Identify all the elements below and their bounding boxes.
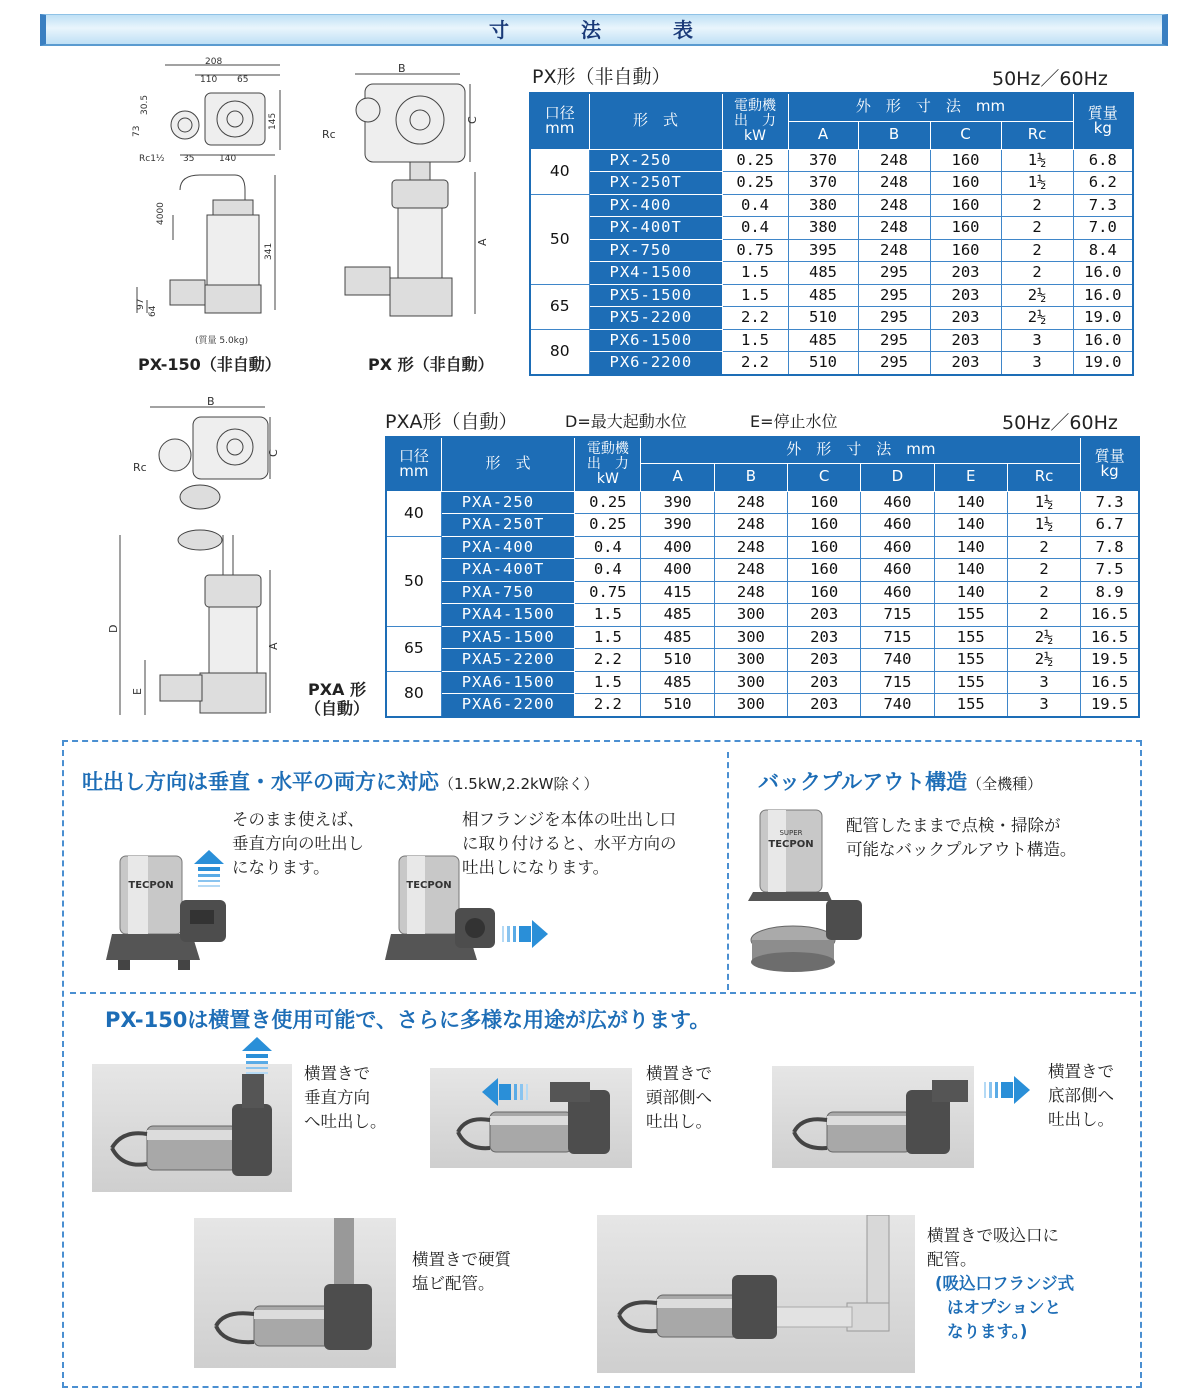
col-header-b: B [714, 463, 787, 491]
brand-label: TECPON [406, 880, 452, 891]
pump-horizontal-illustration [772, 1066, 974, 1168]
col-header-dims: 外 形 寸 法 mm [641, 437, 1081, 463]
value-cell: 160 [788, 581, 861, 604]
value-cell: 2.2 [722, 307, 788, 330]
bore-cell: 65 [530, 284, 589, 329]
value-cell: 140 [934, 514, 1007, 537]
value-cell: 203 [788, 604, 861, 627]
value-cell: 6.2 [1073, 172, 1133, 195]
dim-text: 145 [268, 112, 278, 130]
col-header-e: E [934, 463, 1007, 491]
value-cell: 2.2 [575, 694, 641, 717]
pxa-caption: PXA 形 （自動） [305, 680, 370, 718]
value-cell: 1.5 [575, 671, 641, 694]
value-cell: 203 [930, 284, 1001, 307]
backpull-text: 配管したままで点検・掃除が 可能なバックプルアウト構造。 [846, 816, 1077, 859]
value-cell: 370 [788, 172, 858, 195]
value-cell: 0.25 [722, 172, 788, 195]
dim-text: B [398, 62, 406, 75]
value-cell: 2½ [1007, 626, 1080, 649]
value-cell: 7.3 [1073, 194, 1133, 217]
table-row [386, 694, 1139, 717]
dim-text: Rc [322, 128, 336, 141]
brand-label: TECPON [768, 839, 814, 850]
value-cell: 485 [788, 284, 858, 307]
table-row [530, 149, 1133, 172]
px150-caption: PX-150（非自動） [138, 355, 281, 374]
value-cell: 2½ [1007, 649, 1080, 672]
table-row [386, 514, 1139, 537]
model-cell: PXA5-1500 [441, 626, 575, 649]
col-header-dims: 外 形 寸 法 mm [788, 93, 1073, 121]
value-cell: 295 [858, 262, 930, 285]
value-cell: 248 [714, 536, 787, 559]
value-cell: 380 [788, 217, 858, 240]
dim-text: D [107, 624, 120, 633]
value-cell: 248 [858, 217, 930, 240]
model-cell: PX-400 [589, 194, 722, 217]
value-cell: 1½ [1001, 149, 1073, 172]
model-cell: PX-750 [589, 239, 722, 262]
model-cell: PXA5-2200 [441, 649, 575, 672]
dim-text: 64 [148, 305, 158, 317]
value-cell: 16.5 [1081, 671, 1139, 694]
value-cell: 155 [934, 649, 1007, 672]
value-cell: 2½ [1001, 307, 1073, 330]
table-row [386, 559, 1139, 582]
value-cell: 19.0 [1073, 307, 1133, 330]
dim-text: Rc [133, 461, 147, 474]
model-cell: PX6-1500 [589, 329, 722, 352]
value-cell: 390 [641, 514, 714, 537]
value-cell: 740 [861, 694, 934, 717]
value-cell: 715 [861, 671, 934, 694]
value-cell: 510 [788, 307, 858, 330]
bore-cell: 40 [386, 491, 441, 536]
value-cell: 1½ [1007, 491, 1080, 514]
px-table-freq: 50Hz／60Hz [992, 68, 1108, 90]
value-cell: 2 [1007, 536, 1080, 559]
value-cell: 203 [930, 307, 1001, 330]
table-row [530, 217, 1133, 240]
value-cell: 0.25 [575, 514, 641, 537]
col-header-motor: 電動機 出 力 kW [575, 437, 641, 491]
value-cell: 203 [788, 626, 861, 649]
value-cell: 203 [788, 649, 861, 672]
value-cell: 19.0 [1073, 352, 1133, 375]
arrow-left-icon [480, 1078, 530, 1106]
discharge-text-horizontal: 相フランジを本体の吐出し口 に取り付けると、水平方向の 吐出しになります。 [462, 810, 677, 877]
col-header-rc: Rc [1001, 121, 1073, 149]
pump-horizontal-illustration [430, 1068, 632, 1168]
value-cell: 400 [641, 559, 714, 582]
model-cell: PXA-400 [441, 536, 575, 559]
col-header-mass: 質量 kg [1073, 93, 1133, 149]
col-header-d: D [861, 463, 934, 491]
value-cell: 3 [1001, 352, 1073, 375]
col-header-b: B [858, 121, 930, 149]
value-cell: 6.8 [1073, 149, 1133, 172]
value-cell: 2 [1001, 262, 1073, 285]
model-cell: PXA-250T [441, 514, 575, 537]
value-cell: 0.4 [575, 559, 641, 582]
value-cell: 485 [788, 329, 858, 352]
col-header-model: 形 式 [589, 93, 722, 149]
table-row [530, 352, 1133, 375]
bore-cell: 40 [530, 149, 589, 194]
backpull-photo [748, 805, 868, 977]
dim-text: 65 [237, 75, 249, 85]
dim-text: 73 [132, 125, 142, 137]
dim-text: 4000 [156, 202, 166, 225]
value-cell: 203 [930, 329, 1001, 352]
pump-suction-illustration [597, 1215, 915, 1373]
table-row [386, 491, 1139, 514]
value-cell: 2.2 [575, 649, 641, 672]
value-cell: 7.3 [1081, 491, 1139, 514]
model-cell: PX5-2200 [589, 307, 722, 330]
value-cell: 248 [714, 514, 787, 537]
dim-text: 208 [205, 57, 223, 67]
table-row [386, 581, 1139, 604]
col-header-motor: 電動機 出 力 kW [722, 93, 788, 149]
caption-suction-piping: 横置きで吸込口に 配管。 [927, 1226, 1059, 1269]
value-cell: 160 [788, 491, 861, 514]
value-cell: 715 [861, 604, 934, 627]
dim-text: C [466, 116, 479, 124]
value-cell: 295 [858, 284, 930, 307]
value-cell: 1.5 [722, 329, 788, 352]
value-cell: 2 [1007, 559, 1080, 582]
value-cell: 295 [858, 352, 930, 375]
value-cell: 160 [788, 559, 861, 582]
value-cell: 16.0 [1073, 262, 1133, 285]
value-cell: 485 [788, 262, 858, 285]
model-cell: PXA-250 [441, 491, 575, 514]
col-header-c: C [930, 121, 1001, 149]
px-table-title: PX形（非自動） [532, 66, 671, 88]
value-cell: 160 [930, 172, 1001, 195]
brand-small-label: SUPER [779, 829, 803, 837]
pump-photo-horizontal [385, 848, 500, 973]
value-cell: 380 [788, 194, 858, 217]
dim-text: E [131, 688, 144, 695]
pump-pvc-illustration [194, 1218, 396, 1368]
dim-text: A [267, 642, 280, 650]
bore-cell: 50 [386, 536, 441, 626]
value-cell: 1½ [1001, 172, 1073, 195]
value-cell: 140 [934, 536, 1007, 559]
caption-pvc-piping: 横置きで硬質 塩ビ配管。 [412, 1250, 511, 1293]
table-row [530, 307, 1133, 330]
col-header-a: A [788, 121, 858, 149]
px150-drawing [125, 55, 290, 345]
table-row [386, 649, 1139, 672]
dim-text: C [267, 449, 280, 457]
model-cell: PX4-1500 [589, 262, 722, 285]
value-cell: 140 [934, 581, 1007, 604]
value-cell: 2 [1007, 604, 1080, 627]
px-caption: PX 形（非自動） [368, 355, 494, 374]
col-header-mass: 質量 kg [1081, 437, 1139, 491]
dim-text: Rc1½ [139, 154, 165, 164]
value-cell: 8.4 [1073, 239, 1133, 262]
table-row [530, 239, 1133, 262]
backpull-title: バックプルアウト構造（全機種） [758, 770, 1043, 794]
pump-horizontal-illustration [92, 1064, 292, 1192]
value-cell: 295 [858, 307, 930, 330]
value-cell: 460 [861, 536, 934, 559]
value-cell: 7.0 [1073, 217, 1133, 240]
pxa-spec-table [385, 436, 1140, 718]
pxa-note-e: E=停止水位 [750, 412, 838, 431]
bore-cell: 65 [386, 626, 441, 671]
dim-text: 97 [136, 298, 146, 310]
col-header-model: 形 式 [441, 437, 575, 491]
value-cell: 2 [1001, 217, 1073, 240]
model-cell: PXA6-1500 [441, 671, 575, 694]
value-cell: 295 [858, 329, 930, 352]
col-header-rc: Rc [1007, 463, 1080, 491]
bore-cell: 80 [386, 671, 441, 717]
divider-horizontal [70, 992, 1136, 994]
value-cell: 16.0 [1073, 329, 1133, 352]
value-cell: 2 [1007, 581, 1080, 604]
value-cell: 300 [714, 649, 787, 672]
table-row [530, 284, 1133, 307]
value-cell: 140 [934, 491, 1007, 514]
section-banner [40, 14, 1168, 46]
model-cell: PX-250T [589, 172, 722, 195]
dim-text: 30.5 [140, 94, 150, 115]
value-cell: 16.5 [1081, 626, 1139, 649]
table-row [386, 671, 1139, 694]
value-cell: 485 [641, 626, 714, 649]
value-cell: 19.5 [1081, 649, 1139, 672]
col-header-bore: 口径 mm [386, 437, 441, 491]
value-cell: 0.4 [722, 194, 788, 217]
table-row [530, 329, 1133, 352]
value-cell: 715 [861, 626, 934, 649]
value-cell: 370 [788, 149, 858, 172]
arrow-right-icon [982, 1076, 1032, 1104]
model-cell: PXA-400T [441, 559, 575, 582]
brand-label: TECPON [128, 880, 174, 891]
model-cell: PXA4-1500 [441, 604, 575, 627]
weight-note: (質量 5.0kg) [195, 336, 249, 345]
dim-text: A [476, 238, 489, 246]
value-cell: 460 [861, 491, 934, 514]
value-cell: 160 [788, 536, 861, 559]
value-cell: 0.4 [722, 217, 788, 240]
caption-horizontal-vertical: 横置きで 垂直方向 へ吐出し。 [304, 1064, 387, 1131]
value-cell: 300 [714, 626, 787, 649]
px-spec-table [529, 92, 1134, 376]
value-cell: 16.5 [1081, 604, 1139, 627]
px150-section-title: PX-150は横置き使用可能で、さらに多様な用途が広がります。 [105, 1008, 711, 1032]
value-cell: 155 [934, 626, 1007, 649]
value-cell: 460 [861, 559, 934, 582]
value-cell: 140 [934, 559, 1007, 582]
value-cell: 160 [930, 194, 1001, 217]
value-cell: 460 [861, 581, 934, 604]
value-cell: 155 [934, 604, 1007, 627]
value-cell: 160 [930, 217, 1001, 240]
value-cell: 510 [641, 649, 714, 672]
value-cell: 248 [714, 491, 787, 514]
table-row [386, 536, 1139, 559]
value-cell: 160 [930, 239, 1001, 262]
value-cell: 300 [714, 671, 787, 694]
value-cell: 248 [858, 194, 930, 217]
value-cell: 740 [861, 649, 934, 672]
col-header-bore: 口径 mm [530, 93, 589, 149]
pxa-note-d: D=最大起動水位 [565, 412, 687, 431]
value-cell: 0.25 [575, 491, 641, 514]
value-cell: 160 [930, 149, 1001, 172]
model-cell: PXA6-2200 [441, 694, 575, 717]
value-cell: 3 [1007, 671, 1080, 694]
value-cell: 0.75 [575, 581, 641, 604]
value-cell: 1.5 [722, 284, 788, 307]
dim-text: 35 [183, 154, 195, 164]
value-cell: 300 [714, 604, 787, 627]
table-row [530, 194, 1133, 217]
value-cell: 16.0 [1073, 284, 1133, 307]
pxa-drawing [105, 395, 280, 725]
value-cell: 203 [930, 262, 1001, 285]
table-row [530, 172, 1133, 195]
caption-horizontal-head: 横置きで 頭部側へ 吐出し。 [646, 1064, 712, 1131]
value-cell: 19.5 [1081, 694, 1139, 717]
value-cell: 1.5 [575, 604, 641, 627]
caption-horizontal-bottom: 横置きで 底部側へ 吐出し。 [1048, 1062, 1114, 1129]
bore-cell: 80 [530, 329, 589, 375]
value-cell: 160 [788, 514, 861, 537]
value-cell: 7.5 [1081, 559, 1139, 582]
value-cell: 2 [1001, 194, 1073, 217]
value-cell: 0.25 [722, 149, 788, 172]
discharge-title: 吐出し方向は垂直・水平の両方に対応（1.5kW,2.2kW除く） [82, 770, 599, 794]
value-cell: 0.75 [722, 239, 788, 262]
arrow-right-icon [500, 920, 550, 948]
model-cell: PXA-750 [441, 581, 575, 604]
dim-text: 110 [200, 75, 218, 85]
value-cell: 248 [858, 149, 930, 172]
table-row [530, 262, 1133, 285]
table-row [386, 604, 1139, 627]
value-cell: 3 [1007, 694, 1080, 717]
model-cell: PX6-2200 [589, 352, 722, 375]
value-cell: 415 [641, 581, 714, 604]
value-cell: 7.8 [1081, 536, 1139, 559]
value-cell: 3 [1001, 329, 1073, 352]
value-cell: 1.5 [575, 626, 641, 649]
value-cell: 485 [641, 604, 714, 627]
value-cell: 1½ [1007, 514, 1080, 537]
value-cell: 2 [1001, 239, 1073, 262]
value-cell: 485 [641, 671, 714, 694]
table-row [386, 626, 1139, 649]
value-cell: 2½ [1001, 284, 1073, 307]
value-cell: 400 [641, 536, 714, 559]
model-cell: PX-400T [589, 217, 722, 240]
value-cell: 395 [788, 239, 858, 262]
value-cell: 6.7 [1081, 514, 1139, 537]
arrow-up-icon [240, 1035, 274, 1079]
dim-text: 140 [219, 154, 237, 164]
pxa-table-title: PXA形（自動） [385, 411, 518, 433]
value-cell: 2.2 [722, 352, 788, 375]
col-header-a: A [641, 463, 714, 491]
value-cell: 510 [641, 694, 714, 717]
model-cell: PX5-1500 [589, 284, 722, 307]
value-cell: 203 [930, 352, 1001, 375]
value-cell: 300 [714, 694, 787, 717]
value-cell: 248 [714, 559, 787, 582]
col-header-c: C [788, 463, 861, 491]
value-cell: 155 [934, 671, 1007, 694]
value-cell: 248 [858, 172, 930, 195]
value-cell: 0.4 [575, 536, 641, 559]
caption-suction-note: (吸込口フランジ式 はオプションと なります。) [935, 1274, 1075, 1341]
value-cell: 1.5 [722, 262, 788, 285]
dim-text: 341 [264, 242, 274, 260]
value-cell: 203 [788, 671, 861, 694]
divider-vertical [727, 752, 729, 990]
pxa-table-freq: 50Hz／60Hz [1002, 412, 1118, 434]
value-cell: 248 [858, 239, 930, 262]
bore-cell: 50 [530, 194, 589, 284]
value-cell: 390 [641, 491, 714, 514]
value-cell: 203 [788, 694, 861, 717]
value-cell: 155 [934, 694, 1007, 717]
arrow-up-icon [192, 848, 226, 892]
px-drawing [320, 62, 490, 342]
discharge-text-vertical: そのまま使えば、 垂直方向の吐出し になります。 [232, 810, 364, 877]
value-cell: 460 [861, 514, 934, 537]
dim-text: B [207, 395, 215, 408]
value-cell: 510 [788, 352, 858, 375]
banner-title: 寸 法 表 [489, 18, 719, 42]
value-cell: 8.9 [1081, 581, 1139, 604]
value-cell: 248 [714, 581, 787, 604]
model-cell: PX-250 [589, 149, 722, 172]
